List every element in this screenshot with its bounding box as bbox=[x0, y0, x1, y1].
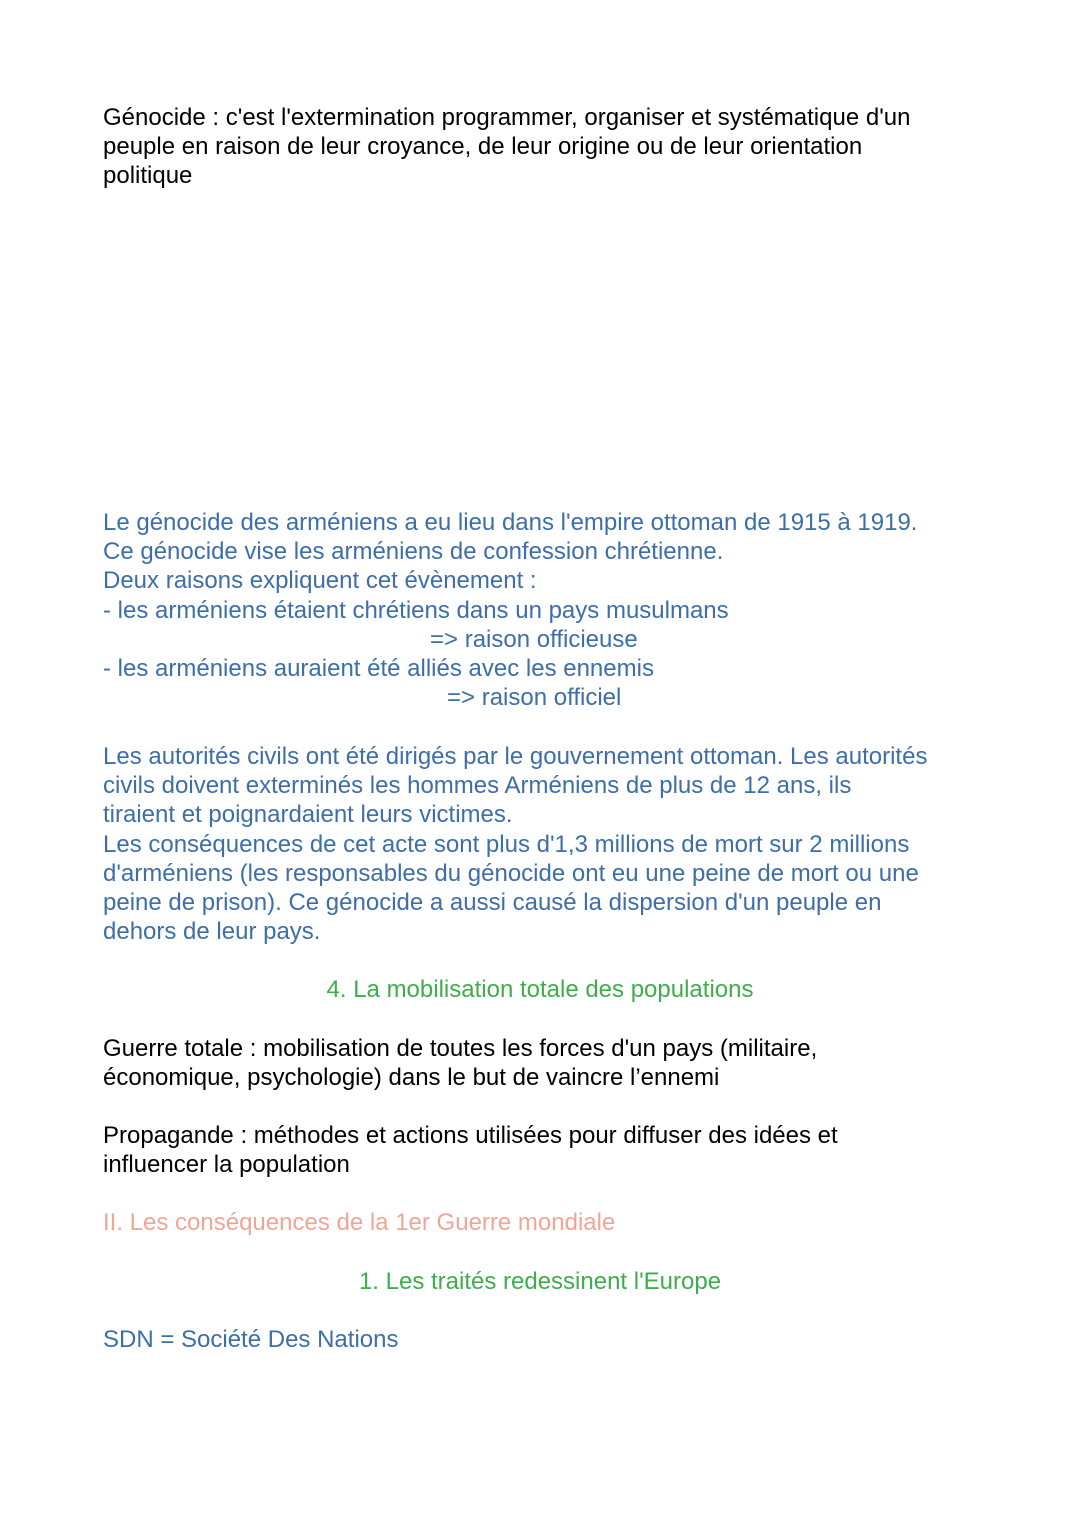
text-line: civils doivent exterminés les hommes Arméniens de plus de 12 ans, ils bbox=[103, 772, 852, 800]
text-line: peuple en raison de leur croyance, de leur origine ou de leur orientation bbox=[103, 133, 863, 161]
text-line: influencer la population bbox=[103, 1151, 350, 1179]
genocide-definition bbox=[103, 103, 1003, 191]
armenian-genocide-paragraph bbox=[103, 508, 1003, 712]
text-line: d'arméniens (les responsables du génocide ont eu une peine de mort ou une bbox=[103, 859, 919, 887]
part-heading-consequences: II. Les conséquences de la 1er Guerre mondiale bbox=[103, 1209, 616, 1236]
propagande-definition bbox=[103, 1121, 1003, 1179]
text-line: Ce génocide vise les arméniens de confession chrétienne. bbox=[103, 538, 724, 566]
reason-label: => raison officieuse bbox=[430, 625, 638, 653]
guerre-totale-definition bbox=[103, 1034, 1003, 1092]
reason-label: => raison officiel bbox=[447, 684, 622, 712]
text-line: politique bbox=[103, 162, 193, 190]
text-line: peine de prison). Ce génocide a aussi causé la dispersion d'un peuple en bbox=[103, 889, 882, 917]
reason-item: - les arméniens auraient été alliés avec les ennemis bbox=[103, 655, 654, 683]
authorities-paragraph bbox=[103, 742, 1003, 946]
text-line: Guerre totale : mobilisation de toutes les forces d'un pays (militaire, bbox=[103, 1035, 818, 1062]
text-line: économique, psychologie) dans le but de vaincre l’ennemi bbox=[103, 1064, 720, 1092]
text-line: Les conséquences de cet acte sont plus d'1,3 millions de mort sur 2 millions bbox=[103, 830, 910, 858]
text-line: tiraient et poignardaient leurs victimes. bbox=[103, 801, 513, 829]
text-line: Les autorités civils ont été dirigés par le gouvernement ottoman. Les autorités bbox=[103, 743, 928, 770]
text-line: Génocide : c'est l'extermination programmer, organiser et systématique d'un bbox=[103, 104, 911, 131]
text-line: dehors de leur pays. bbox=[103, 918, 321, 946]
text-line: Le génocide des arméniens a eu lieu dans l'empire ottoman de 1915 à 1919. bbox=[103, 509, 918, 536]
section-heading-mobilisation: 4. La mobilisation totale des populations bbox=[326, 976, 754, 1003]
reason-item: - les arméniens étaient chrétiens dans un pays musulmans bbox=[103, 596, 729, 624]
section-heading-traites: 1. Les traités redessinent l'Europe bbox=[358, 1268, 722, 1295]
text-line: Deux raisons expliquent cet évènement : bbox=[103, 567, 537, 595]
text-line: Propagande : méthodes et actions utilisées pour diffuser des idées et bbox=[103, 1122, 838, 1149]
sdn-definition: SDN = Société Des Nations bbox=[103, 1326, 399, 1353]
